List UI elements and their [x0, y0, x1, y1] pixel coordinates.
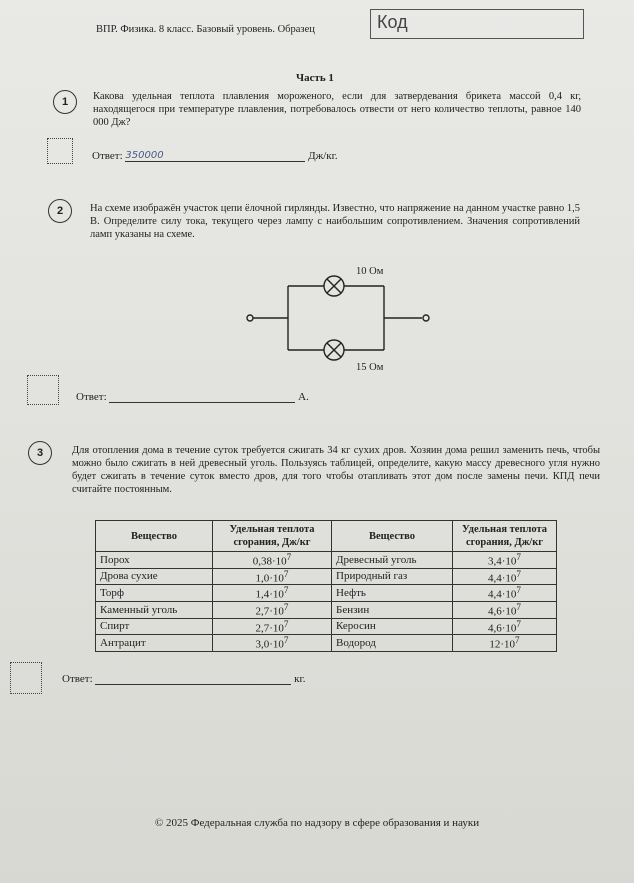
terminal-right: [423, 315, 429, 321]
value-cell: $0,38\cdot 10^7$: [213, 552, 332, 569]
lamp-top-icon: [324, 276, 344, 296]
answer-row-3: [62, 672, 306, 685]
substance-cell: Антрацит: [96, 635, 213, 652]
part-title: Часть 1: [296, 72, 334, 84]
header-title: ВПР. Физика. 8 класс. Базовый уровень. Образец: [96, 24, 315, 35]
answer-unit-2: А.: [298, 391, 309, 403]
value-cell: $2,7\cdot 10^7$: [213, 618, 332, 635]
substance-cell: Порох: [96, 552, 213, 569]
answer-label-3: Ответ:: [62, 673, 93, 685]
lamp-bottom-icon: [324, 340, 344, 360]
terminal-left: [247, 315, 253, 321]
answer-field-3[interactable]: [95, 672, 291, 685]
code-field[interactable]: [370, 9, 584, 39]
question-3-text: Для отопления дома в течение суток требуется сжигать 34 кг сухих дров. Хозяин дома решил заменить печь, чтобы можно было сжигать в ней древесный уголь. Пользуясь таблицей, определите, какую массу древесного угля нужно будет сжигать в течение суток вместо дров, для того чтобы отапливать этот дом после замены печи. КПД печи считайте постоянным.: [72, 445, 600, 495]
answer-field-1[interactable]: [125, 149, 305, 162]
handwritten-answer-1: 350000: [125, 150, 164, 161]
table-row: [96, 585, 557, 602]
table-row: [96, 601, 557, 618]
table-header-row: [96, 521, 557, 552]
substance-cell: Бензин: [332, 601, 453, 618]
question-number-3: 3: [28, 441, 52, 465]
question-1-text: Какова удельная теплота плавления мороженого, если для затвердевания брикета массой 0,4 кг, находящегося при температуре плавления, потребовалось отвести от него количество теплоты, равное 140 000 Дж?: [93, 91, 581, 128]
column-header: Вещество: [332, 521, 453, 552]
table-row: [96, 568, 557, 585]
substance-cell: Дрова сухие: [96, 568, 213, 585]
value-cell: $2,7\cdot 10^7$: [213, 601, 332, 618]
fuel-table: [95, 520, 557, 652]
substance-cell: Торф: [96, 585, 213, 602]
value-cell: $1,0\cdot 10^7$: [213, 568, 332, 585]
value-cell: $4,4\cdot 10^7$: [453, 585, 557, 602]
answer-label-2: Ответ:: [76, 391, 107, 403]
answer-unit-3: кг.: [294, 673, 306, 685]
substance-cell: Нефть: [332, 585, 453, 602]
substance-cell: Водород: [332, 635, 453, 652]
answer-row-2: [76, 390, 309, 403]
table-row: [96, 635, 557, 652]
answer-unit-1: Дж/кг.: [308, 150, 338, 162]
value-cell: $1,4\cdot 10^7$: [213, 585, 332, 602]
code-label: Код: [377, 12, 408, 32]
answer-box-1[interactable]: [47, 138, 73, 164]
answer-field-2[interactable]: [109, 390, 295, 403]
column-header: Удельная теплота сгорания, Дж/кг: [213, 521, 332, 552]
question-2-text: На схеме изображён участок цепи ёлочной гирлянды. Известно, что напряжение на данном участке равно 1,5 В. Определите силу тока, текущего через лампу с наибольшим сопротивлением. Значения сопротивлений ламп указаны на схеме.: [90, 203, 580, 240]
question-number-2: 2: [48, 199, 72, 223]
value-cell: $3,4\cdot 10^7$: [453, 552, 557, 569]
circuit-diagram: [240, 262, 440, 374]
value-cell: $4,4\cdot 10^7$: [453, 568, 557, 585]
answer-box-3[interactable]: [10, 662, 42, 694]
table-row: [96, 552, 557, 569]
substance-cell: Древесный уголь: [332, 552, 453, 569]
substance-cell: Каменный уголь: [96, 601, 213, 618]
substance-cell: Керосин: [332, 618, 453, 635]
answer-box-2[interactable]: [27, 375, 59, 405]
value-cell: $3,0\cdot 10^7$: [213, 635, 332, 652]
column-header: Удельная теплота сгорания, Дж/кг: [453, 521, 557, 552]
answer-label-1: Ответ:: [92, 150, 123, 162]
resistance-bottom-label: 15 Ом: [356, 362, 384, 373]
table-row: [96, 618, 557, 635]
value-cell: $4,6\cdot 10^7$: [453, 618, 557, 635]
substance-cell: Спирт: [96, 618, 213, 635]
value-cell: $4,6\cdot 10^7$: [453, 601, 557, 618]
resistance-top-label: 10 Ом: [356, 266, 384, 277]
value-cell: $12\cdot 10^7$: [453, 635, 557, 652]
column-header: Вещество: [96, 521, 213, 552]
footer-copyright: © 2025 Федеральная служба по надзору в сфере образования и науки: [154, 817, 480, 829]
question-number-1: 1: [53, 90, 77, 114]
substance-cell: Природный газ: [332, 568, 453, 585]
answer-row-1: [92, 149, 338, 162]
